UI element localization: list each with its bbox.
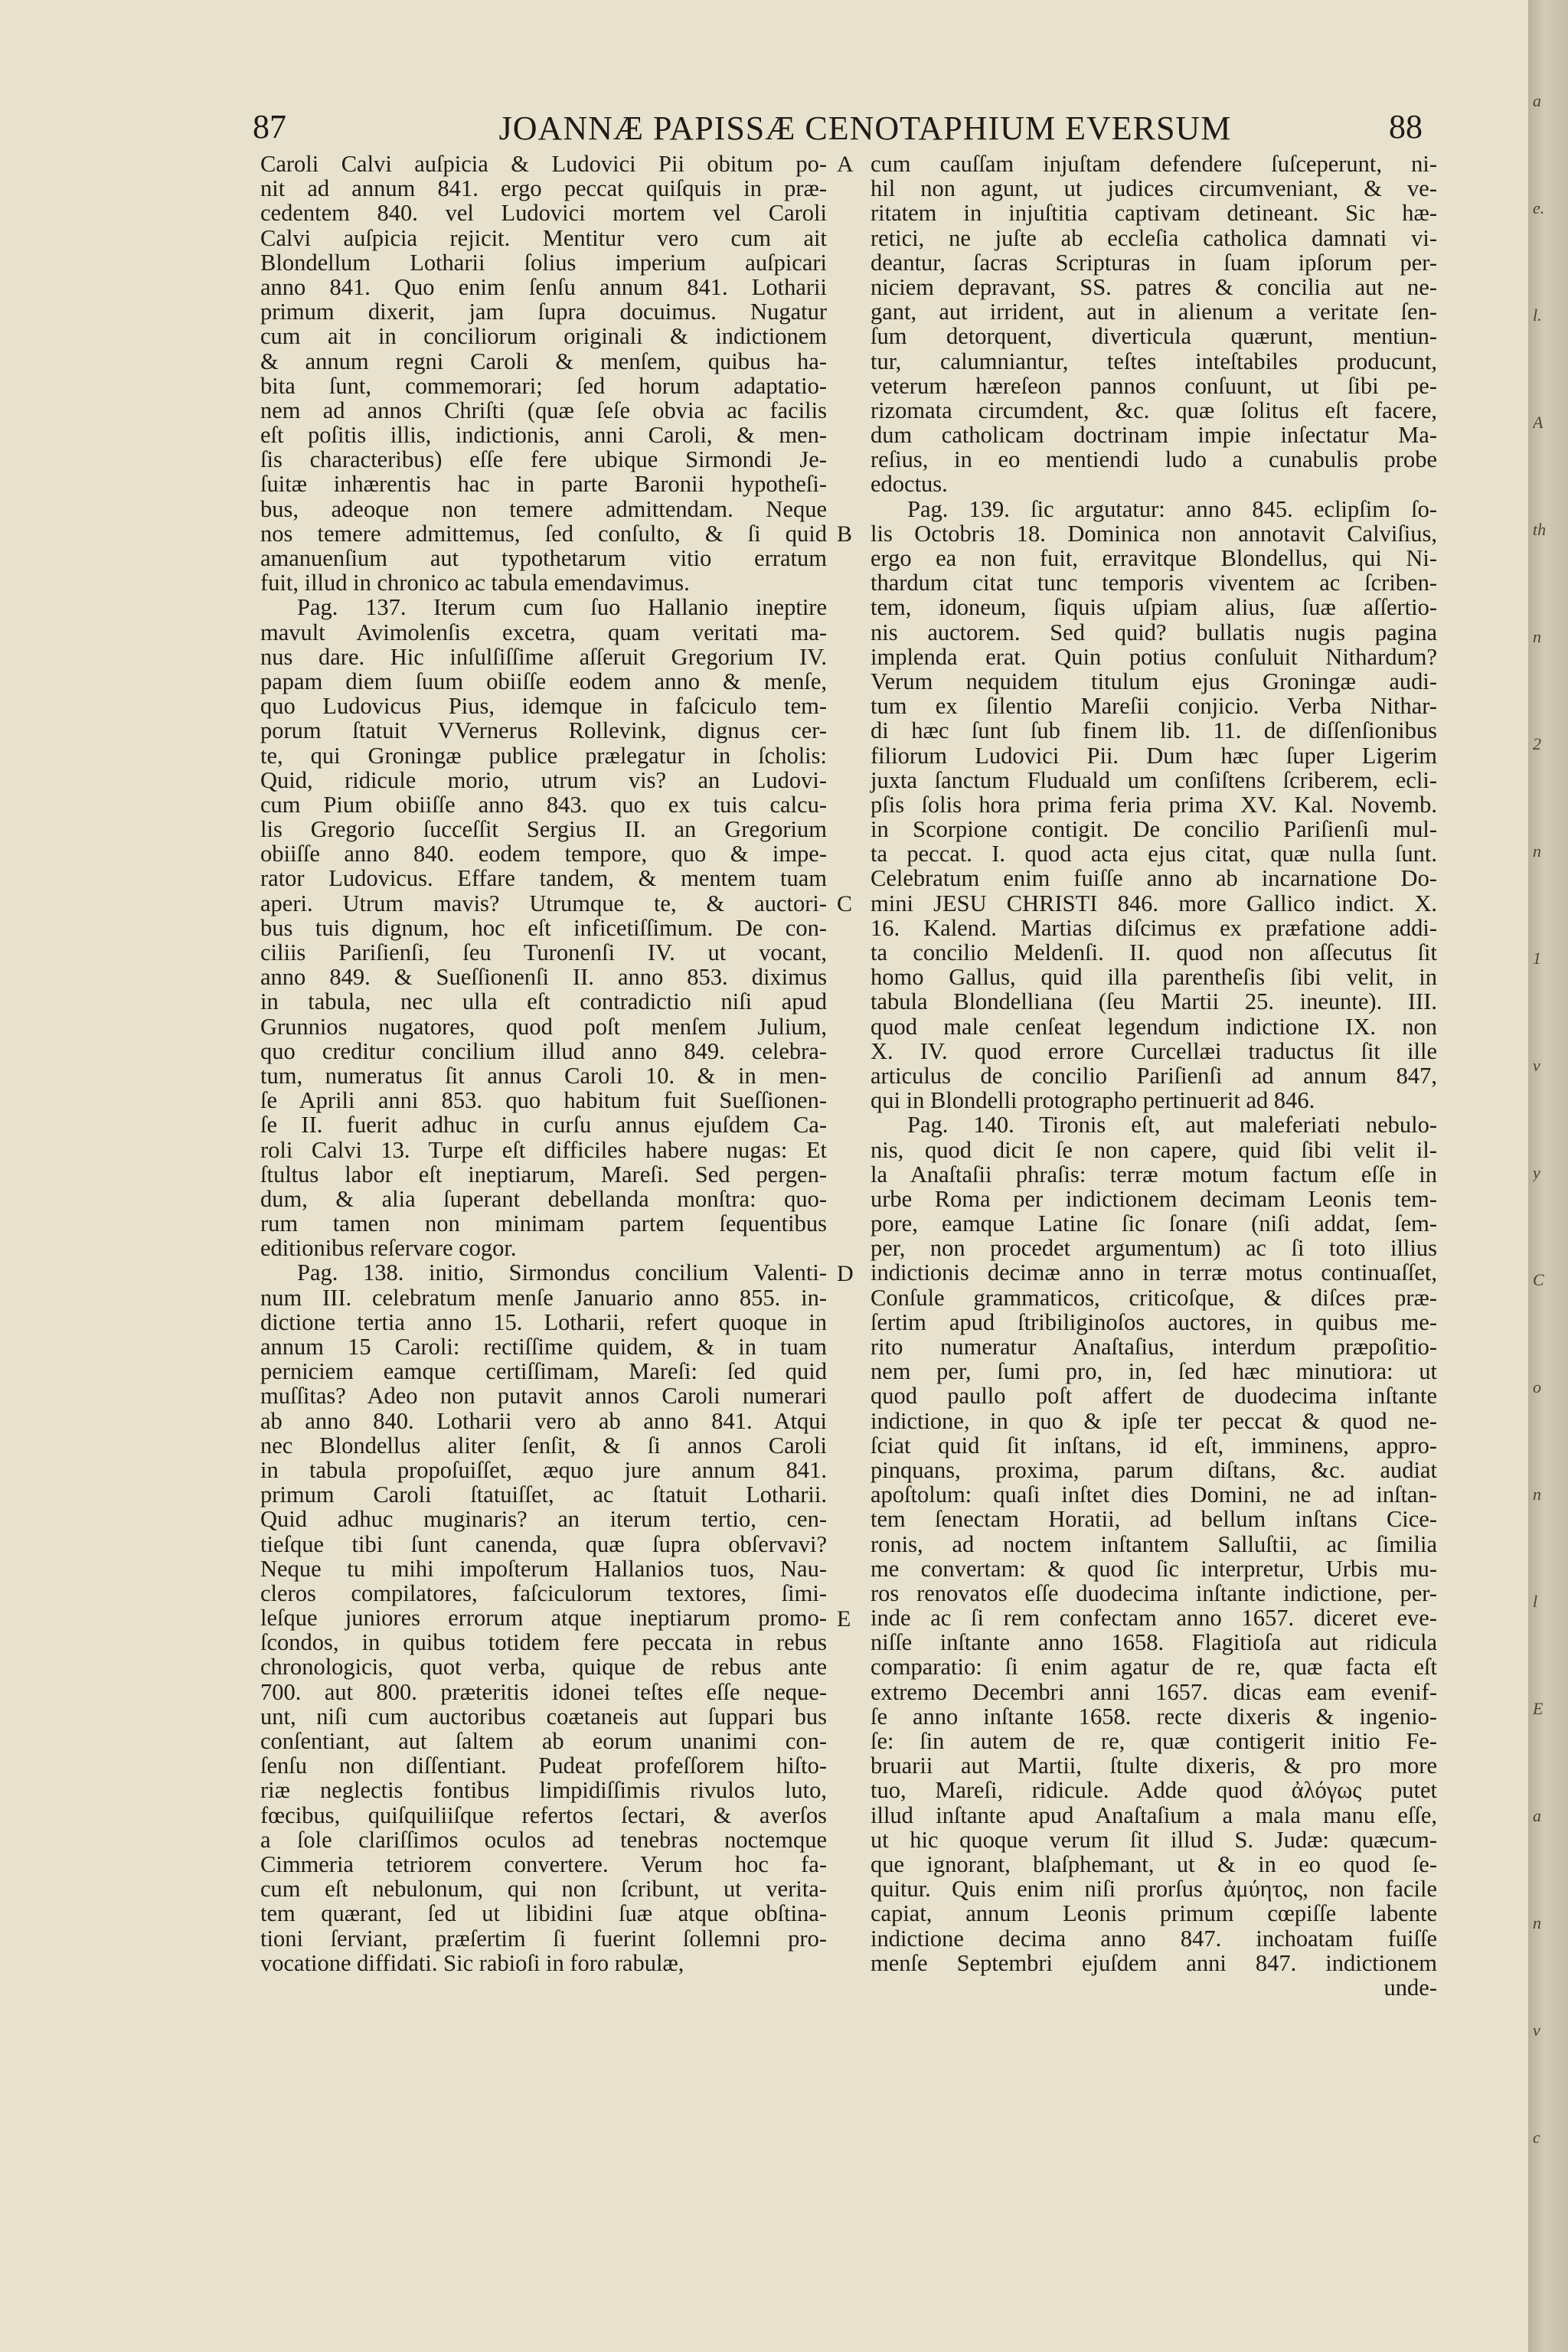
right-column-line: ſertim apud ſtribiliginoſos auctores, in quibus me- bbox=[871, 1308, 1437, 1335]
left-column-line: mavult Avimolenſis excetra, quam veritati ma- bbox=[260, 619, 827, 645]
right-column-line: lis Octobris 18. Dominica non annotavit Calviſius, bbox=[871, 520, 1437, 547]
right-column-line: pore, eamque Latine ſic ſonare (niſi addat, ſem- bbox=[871, 1210, 1437, 1237]
right-column-line: homo Gallus, quid illa parentheſis ſibi velit, in bbox=[871, 964, 1437, 991]
left-column-line: ſenſu non diſſentiant. Pudeat profeſſorem hiſto- bbox=[260, 1753, 827, 1779]
right-column-line: articulus de concilio Pariſienſi ad annum 847, bbox=[871, 1062, 1437, 1089]
left-column-line: ciliis Pariſienſi, ſeu Turonenſi IV. ut vocant, bbox=[260, 939, 827, 965]
edge-text-fragment: v bbox=[1533, 1057, 1540, 1075]
right-column-line: ta concilio Meldenſi. II. quod non aſſecutus ſit bbox=[871, 939, 1437, 965]
left-column-line: tieſque tibi ſunt canenda, quæ ſupra obſervavi? bbox=[260, 1530, 827, 1557]
left-column-line: nem ad annos Chriſti (quæ ſeſe obvia ac facilis bbox=[260, 397, 827, 423]
left-column-line: cum eſt nebulonum, qui non ſcribunt, ut verita- bbox=[260, 1876, 827, 1903]
right-column-line: thardum citat tunc temporis viventem ac ſcriben- bbox=[871, 570, 1437, 596]
right-column-line: di hæc ſunt ſub finem lib. 11. de diſſenſionibus bbox=[871, 717, 1437, 744]
section-marker: D bbox=[837, 1261, 854, 1286]
right-column-line: 16. Kalend. Martias diſcimus ex præfatione addi- bbox=[871, 914, 1437, 941]
left-column-line: cum Pium obiiſſe anno 843. quo ex tuis calcu- bbox=[260, 791, 827, 818]
right-column-line: indictionis decimæ anno in terræ motus continuaſſet, bbox=[871, 1259, 1437, 1286]
edge-text-fragment: v bbox=[1533, 2021, 1540, 2040]
edge-text-fragment: 1 bbox=[1533, 949, 1541, 968]
section-marker: B bbox=[837, 521, 853, 547]
right-column-line: nis auctorem. Sed quid? bullatis nugis pagina bbox=[871, 619, 1437, 645]
edge-text-fragment: c bbox=[1533, 2128, 1540, 2147]
edge-text-fragment: C bbox=[1533, 1271, 1544, 1289]
left-column-line: tum, numeratus ſit annus Caroli 10. & in men- bbox=[260, 1062, 827, 1089]
right-column-line: ſe: ſin autem de re, quæ contigerit initio Fe- bbox=[871, 1728, 1437, 1754]
left-column-line: rum tamen non minimam partem ſequentibus bbox=[260, 1210, 827, 1237]
right-column-line: deantur, ſacras Scripturas in ſuam ipſorum per- bbox=[871, 249, 1437, 276]
edge-text-fragment: E bbox=[1533, 1700, 1544, 1718]
left-column-line: te, qui Groningæ publice prælegatur in ſcholis: bbox=[260, 742, 827, 769]
right-column-line: niſſe inſtante anno 1658. Flagitioſa aut ridicula bbox=[871, 1629, 1437, 1656]
right-column-line: menſe Septembri ejuſdem anni 847. indictionem bbox=[871, 1949, 1437, 1976]
left-column-line: porum ſtatuit VVernerus Rollevink, dignus cer- bbox=[260, 717, 827, 744]
left-column-line: Pag. 138. initio, Sirmondus concilium Valenti- bbox=[297, 1259, 827, 1286]
left-column-line: num III. celebratum menſe Januario anno 855. in- bbox=[260, 1284, 827, 1311]
section-marker: A bbox=[837, 152, 854, 177]
right-column-line: filiorum Ludovici Pii. Dum hæc ſuper Ligerim bbox=[871, 742, 1437, 769]
right-column-line: tem ſenectam Horatii, ad bellum inſtans Cice- bbox=[871, 1506, 1437, 1533]
left-column-line: nit ad annum 841. ergo peccat quiſquis in præ- bbox=[260, 175, 827, 202]
right-column-line: veterum hæreſeon pannos conſuunt, ut ſibi pe- bbox=[871, 372, 1437, 399]
left-column-line: nec Blondellus aliter ſenſit, & ſi annos Caroli bbox=[260, 1432, 827, 1459]
edge-text-fragment: th bbox=[1533, 521, 1547, 539]
right-column-line: edoctus. bbox=[871, 471, 948, 498]
left-column-line: Cimmeria tetriorem convertere. Verum hoc fa- bbox=[260, 1851, 827, 1877]
left-column-line: ſtultus labor eſt ineptiarum, Mareſi. Sed pergen- bbox=[260, 1161, 827, 1187]
left-column-line: Calvi auſpicia rejicit. Mentitur vero cum ait bbox=[260, 224, 827, 251]
edge-text-fragment: n bbox=[1533, 1914, 1541, 1932]
right-column-line: ros renovatos eſſe duodecima inſtante indictione, per- bbox=[871, 1579, 1437, 1606]
edge-text-fragment: n bbox=[1533, 1485, 1541, 1504]
left-column-line: in tabula propoſuiſſet, æquo jure annum 841. bbox=[260, 1456, 827, 1483]
right-column-line: indictione, in quo & ipſe ter peccat & quod ne- bbox=[871, 1407, 1437, 1434]
left-column-line: in tabula, nec ulla eſt contradictio niſi apud bbox=[260, 988, 827, 1015]
left-column-line: tem quærant, ſed ut libidini ſuæ atque obſtina- bbox=[260, 1900, 827, 1927]
left-column-line: cum ait in conciliorum originali & indictionem bbox=[260, 323, 827, 350]
left-column-line: dictione tertia anno 15. Lotharii, refert quoque in bbox=[260, 1308, 827, 1335]
left-column-line: Neque tu mihi impoſterum Hallanios tuos, Nau- bbox=[260, 1555, 827, 1582]
right-column-line: pinquans, proxima, parum diſtans, &c. audiat bbox=[871, 1456, 1437, 1483]
right-column-line: tur, calumniantur, teſtes inteſtabiles producunt, bbox=[871, 348, 1437, 374]
right-column-line: implenda erat. Quin potius conſuluit Nithardum? bbox=[871, 643, 1437, 670]
right-column-line: Verum nequidem titulum ejus Groningæ audi- bbox=[871, 668, 1437, 694]
right-column-line: ſe anno inſtante 1658. recte dixeris & ingenio- bbox=[871, 1703, 1437, 1730]
right-column-line: retici, ne juſte ab eccleſia catholica damnati vi- bbox=[871, 224, 1437, 251]
left-column-line: ſe Aprili anni 853. quo habitum fuit Sueſſionen- bbox=[260, 1087, 827, 1114]
right-column-line: ronis, ad noctem inſtantem Salluſtii, ac ſimilia bbox=[871, 1530, 1437, 1557]
left-column-line: a ſole clariſſimos oculos ad tenebras noctemque bbox=[260, 1826, 827, 1853]
left-column-line: Caroli Calvi auſpicia & Ludovici Pii obitum po- bbox=[260, 151, 827, 177]
edge-text-fragment: 2 bbox=[1533, 735, 1541, 753]
right-column-line: tum ex ſilentio Mareſii conjicio. Verba Nithar- bbox=[871, 693, 1437, 720]
page-header bbox=[0, 107, 1528, 153]
left-column-line: unt, niſi cum auctoribus coætaneis aut ſuppari bus bbox=[260, 1703, 827, 1730]
left-column-line: papam diem ſuum obiiſſe eodem anno & menſe, bbox=[260, 668, 827, 694]
right-column-line: Conſule grammaticos, criticoſque, & diſces præ- bbox=[871, 1284, 1437, 1311]
left-column-line: rator Ludovicus. Effare tandem, & mentem tuam bbox=[260, 865, 827, 892]
right-column-line: que ignorant, blaſphemant, ut & in eo quod ſe- bbox=[871, 1851, 1437, 1877]
left-column-line: anno 849. & Sueſſionenſi II. anno 853. diximus bbox=[260, 964, 827, 991]
right-column-line: comparatio: ſi enim agatur de re, quæ facta eſt bbox=[871, 1654, 1437, 1681]
left-column-line: lis Gregorio ſucceſſit Sergius II. an Gregorium bbox=[260, 816, 827, 843]
left-column-line: aperi. Utrum mavis? Utrumque te, & auctori- bbox=[260, 890, 827, 916]
right-column-line: Pag. 140. Tironis eſt, aut maleferiati nebulo- bbox=[907, 1112, 1437, 1138]
edge-text-fragment: o bbox=[1533, 1378, 1541, 1396]
left-column-line: Grunnios nugatores, quod poſt menſem Julium, bbox=[260, 1013, 827, 1040]
adjacent-page-edge bbox=[1528, 0, 1568, 2352]
right-column-line: tabula Blondelliana (ſeu Martii 25. ineunte). III. bbox=[871, 988, 1437, 1015]
right-column-line: indictione decima anno 847. inchoatam fuiſſe bbox=[871, 1925, 1437, 1952]
right-column-line: urbe Roma per indictionem decimam Leonis tem- bbox=[871, 1185, 1437, 1212]
left-column-line: obiiſſe anno 840. eodem tempore, quo & impe- bbox=[260, 841, 827, 867]
right-column-line: nis, quod dicit ſe non capere, quid ſibi velit il- bbox=[871, 1136, 1437, 1163]
edge-text-fragment: A bbox=[1533, 413, 1544, 432]
right-column-line: extremo Decembri anni 1657. dicas eam evenif- bbox=[871, 1678, 1437, 1705]
page-number-right: 88 bbox=[1389, 108, 1423, 145]
right-column-line: pſis ſolis hora prima feria prima XV. Kal. Novemb. bbox=[871, 791, 1437, 818]
edge-text-fragment: l. bbox=[1533, 306, 1542, 325]
section-marker: E bbox=[837, 1606, 851, 1632]
left-column-line: Quid, ridicule morio, utrum vis? an Ludovi- bbox=[260, 766, 827, 793]
right-column-line: quitur. Quis enim niſi prorſus ἀμύητος, non facile bbox=[871, 1876, 1437, 1903]
left-column-line: amanuenſium aut typothetarum vitio erratum bbox=[260, 545, 827, 571]
right-column-line: inde ac ſi rem confectam anno 1657. diceret eve- bbox=[871, 1605, 1437, 1632]
text-column-right bbox=[871, 152, 1437, 2000]
left-column-line: fuit, illud in chronico ac tabula emendavimus. bbox=[260, 570, 690, 596]
left-column-line: editionibus reſervare cogor. bbox=[260, 1235, 517, 1262]
left-column-line: nus dare. Hic inſulſiſſime aſſeruit Gregorium IV. bbox=[260, 643, 827, 670]
left-column-line: quo Ludovicus Pius, idemque in faſciculo tem- bbox=[260, 693, 827, 720]
left-column-line: quo creditur concilium illud anno 849. celebra- bbox=[260, 1037, 827, 1064]
left-column-line: vocatione diffidati. Sic rabioſi in foro rabulæ, bbox=[260, 1949, 684, 1976]
left-column-line: Pag. 137. Iterum cum ſuo Hallanio ineptire bbox=[297, 594, 827, 621]
right-column-line: juxta ſanctum Fluduald um conſiſtens ſcriberem, ecli- bbox=[871, 766, 1437, 793]
edge-text-fragment: a bbox=[1533, 92, 1541, 110]
left-column-line: & annum regni Caroli & menſem, quibus ha- bbox=[260, 348, 827, 374]
left-column-line: leſque juniores errorum atque ineptiarum promo- bbox=[260, 1605, 827, 1632]
page-number-left: 87 bbox=[253, 108, 286, 145]
right-column-line: X. IV. quod errore Curcellæi traductus ſit ille bbox=[871, 1037, 1437, 1064]
left-column-line: ſis characteribus) eſſe fere ubique Sirmondi Je- bbox=[260, 446, 827, 473]
right-column-line: ſum detorquent, diverticula quærunt, mentiun- bbox=[871, 323, 1437, 350]
right-column-line: la Anaſtaſii phraſis: terræ motum factum eſſe in bbox=[871, 1161, 1437, 1187]
left-column-line: 700. aut 800. præteritis idonei teſtes eſſe neque- bbox=[260, 1678, 827, 1705]
left-column-line: perniciem eamque certiſſimam, Mareſi: ſed quid bbox=[260, 1358, 827, 1385]
right-column-line: tem, idoneum, ſiquis uſpiam alius, ſuæ aſſertio- bbox=[871, 594, 1437, 621]
running-title: JOANNÆ PAPISSÆ CENOTAPHIUM EVERSUM bbox=[498, 109, 1232, 147]
left-column-line: dum, & alia ſuperant debellanda monſtra: quo- bbox=[260, 1185, 827, 1212]
right-column-line: qui in Blondelli protographo pertinuerit ad 846. bbox=[871, 1087, 1315, 1114]
right-column-line: Pag. 139. ſic argutatur: anno 845. eclipſim ſo- bbox=[907, 495, 1437, 522]
text-column-left bbox=[260, 152, 827, 1975]
right-column-line: rizomata circumdent, &c. quæ ſolitus eſt facere, bbox=[871, 397, 1437, 423]
edge-text-fragment: a bbox=[1533, 1807, 1541, 1825]
right-column-line: unde- bbox=[1383, 1974, 1437, 2001]
edge-text-fragment: n bbox=[1533, 628, 1541, 646]
edge-text-fragment: l bbox=[1533, 1592, 1538, 1611]
left-column-line: chronologicis, quot verba, quique de rebus ante bbox=[260, 1654, 827, 1681]
left-column-line: annum 15 Caroli: rectiſſime quidem, & in tuam bbox=[260, 1334, 827, 1360]
left-column-line: conſentiant, aut ſaltem ab eorum unanimi con- bbox=[260, 1728, 827, 1754]
right-column-line: reſius, in eo mentiendi ludo a cunabulis probe bbox=[871, 446, 1437, 473]
edge-text-fragment: e. bbox=[1533, 199, 1545, 217]
right-column-line: ritatem in injuſtitia captivam detineant. Sic hæ- bbox=[871, 200, 1437, 227]
left-column-line: roli Calvi 13. Turpe eſt difficiles habere nugas: Et bbox=[260, 1136, 827, 1163]
right-column-line: cum cauſſam injuſtam defendere ſuſceperunt, ni- bbox=[871, 151, 1437, 177]
left-column-line: anno 841. Quo enim ſenſu annum 841. Lotharii bbox=[260, 273, 827, 300]
right-column-line: me convertam: & quod ſic interpretur, Urbis mu- bbox=[871, 1555, 1437, 1582]
left-column-line: ſcondos, in quibus totidem fere peccata in rebus bbox=[260, 1629, 827, 1656]
right-column-line: illud inſtante apud Anaſtaſium a mala manu eſſe, bbox=[871, 1802, 1437, 1828]
left-column-line: ſe II. fuerit adhuc in curſu annus ejuſdem Ca- bbox=[260, 1112, 827, 1138]
right-column-line: in Scorpione contigit. De concilio Pariſienſi mul- bbox=[871, 816, 1437, 843]
left-column-line: ab anno 840. Lotharii vero ab anno 841. Atqui bbox=[260, 1407, 827, 1434]
left-column-line: Quid adhuc muginaris? an iterum tertio, cen- bbox=[260, 1506, 827, 1533]
left-column-line: nos temere admittemus, ſed conſulto, & ſi quid bbox=[260, 520, 827, 547]
right-column-line: quod male cenſeat legendum indictione IX. non bbox=[871, 1013, 1437, 1040]
left-column-line: tioni ſerviant, præſertim ſi fuerint ſollemni pro- bbox=[260, 1925, 827, 1952]
left-column-line: fœcibus, quiſquiliiſque refertos ſectari, & averſos bbox=[260, 1802, 827, 1828]
left-column-line: Blondellum Lotharii ſolius imperium auſpicari bbox=[260, 249, 827, 276]
left-column-line: cedentem 840. vel Ludovici mortem vel Caroli bbox=[260, 200, 827, 227]
edge-text-fragment: n bbox=[1533, 842, 1541, 861]
right-column-line: apoſtolum: quaſi inſtet dies Domini, ne ad inſtan- bbox=[871, 1481, 1437, 1508]
right-column-line: ut hic quoque verum ſit illud S. Judæ: quæcum- bbox=[871, 1826, 1437, 1853]
right-column-line: capiat, annum Leonis primum cœpiſſe labente bbox=[871, 1900, 1437, 1927]
right-column-line: ta peccat. I. quod acta ejus citat, quæ nulla ſunt. bbox=[871, 841, 1437, 867]
right-column-line: per, non procedet argumentum) ac ſi toto illius bbox=[871, 1235, 1437, 1262]
edge-text-fragment: y bbox=[1533, 1164, 1540, 1182]
left-column-line: primum Caroli ſtatuiſſet, ac ſtatuit Lotharii. bbox=[260, 1481, 827, 1508]
right-column-line: ſciat quid ſit inſtans, id eſt, imminens, appro- bbox=[871, 1432, 1437, 1459]
right-column-line: Celebratum enim fuiſſe anno ab incarnatione Do- bbox=[871, 865, 1437, 892]
right-column-line: dum catholicam doctrinam impie inſectatur Ma- bbox=[871, 422, 1437, 449]
right-column-line: nem per, ſumi pro, in, ſed hæc minutiora: ut bbox=[871, 1358, 1437, 1385]
right-column-line: rito numeratur Anaſtaſius, interdum præpoſitio- bbox=[871, 1334, 1437, 1360]
left-column-line: bus tuis dignum, hoc eſt inficetiſſimum. De con- bbox=[260, 914, 827, 941]
left-column-line: eſt poſitis illis, indictionis, anni Caroli, & men- bbox=[260, 422, 827, 449]
left-column-line: muſſitas? Adeo non putavit annos Caroli numerari bbox=[260, 1383, 827, 1410]
right-column-line: hil non agunt, ut judices circumveniant, & ve- bbox=[871, 175, 1437, 202]
left-column-line: primum dixerit, jam ſupra docuimus. Nugatur bbox=[260, 299, 827, 325]
left-column-line: ſuitæ inhærentis hac in parte Baronii hypotheſi- bbox=[260, 471, 827, 498]
left-column-line: cleros compilatores, faſciculorum textores, ſimi- bbox=[260, 1579, 827, 1606]
left-column-line: bita ſunt, commemorari; ſed horum adaptatio- bbox=[260, 372, 827, 399]
section-marker: C bbox=[837, 891, 853, 916]
right-column-line: gant, aut irrident, aut in alienum a veritate ſen- bbox=[871, 299, 1437, 325]
right-column-line: bruarii aut Martii, ſtulte dixeris, & pro more bbox=[871, 1753, 1437, 1779]
right-column-line: niciem depravant, SS. patres & concilia aut ne- bbox=[871, 273, 1437, 300]
right-column-line: quod paullo poſt affert de duodecima inſtante bbox=[871, 1383, 1437, 1410]
right-column-line: mini JESU CHRISTI 846. more Gallico indict. X. bbox=[871, 890, 1437, 916]
right-column-line: tuo, Mareſi, ridicule. Adde quod ἀλόγως putet bbox=[871, 1777, 1437, 1804]
right-column-line: ergo ea non fuit, erravitque Blondellus, qui Ni- bbox=[871, 545, 1437, 571]
left-column-line: bus, adeoque non temere admittendam. Neque bbox=[260, 495, 827, 522]
left-column-line: riæ neglectis fontibus limpidiſſimis rivulos luto, bbox=[260, 1777, 827, 1804]
